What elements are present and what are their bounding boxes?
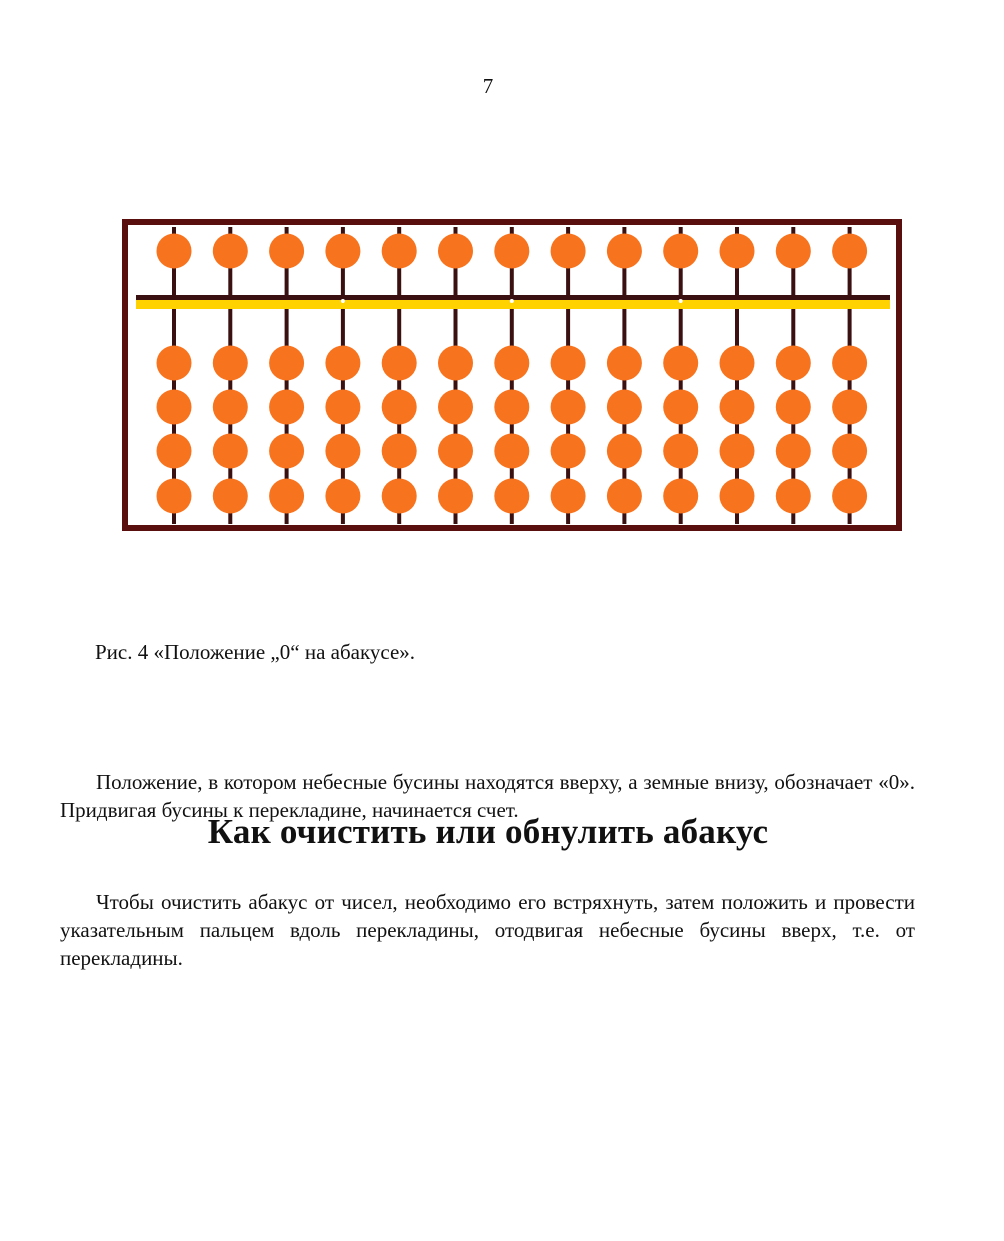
page-number: 7: [482, 74, 494, 98]
reckoning-bar: [136, 295, 890, 300]
upper-bead: [269, 234, 304, 269]
lower-bead: [269, 479, 304, 514]
lower-bead: [663, 346, 698, 381]
lower-bead: [213, 346, 248, 381]
lower-bead: [325, 434, 360, 469]
lower-bead: [213, 434, 248, 469]
lower-bead: [157, 479, 192, 514]
lower-bead: [663, 434, 698, 469]
lower-bead: [438, 390, 473, 425]
upper-bead: [663, 234, 698, 269]
lower-bead: [551, 434, 586, 469]
lower-bead: [325, 479, 360, 514]
upper-bead: [213, 234, 248, 269]
lower-bead: [325, 346, 360, 381]
lower-bead: [438, 479, 473, 514]
upper-bead: [832, 234, 867, 269]
lower-bead: [551, 346, 586, 381]
upper-bead: [607, 234, 642, 269]
lower-bead: [720, 434, 755, 469]
lower-bead: [382, 479, 417, 514]
lower-bead: [551, 390, 586, 425]
lower-bead: [832, 346, 867, 381]
lower-bead: [325, 390, 360, 425]
lower-bead: [269, 390, 304, 425]
lower-bead: [382, 346, 417, 381]
lower-bead: [494, 390, 529, 425]
section-heading: Как очистить или обнулить абакус: [207, 812, 769, 851]
lower-bead: [213, 390, 248, 425]
lower-bead: [494, 346, 529, 381]
abacus-illustration: [122, 219, 902, 532]
lower-bead: [776, 346, 811, 381]
lower-bead: [832, 434, 867, 469]
lower-bead: [438, 434, 473, 469]
lower-bead: [382, 434, 417, 469]
lower-bead: [720, 479, 755, 514]
upper-bead: [720, 234, 755, 269]
lower-bead: [551, 479, 586, 514]
upper-bead: [157, 234, 192, 269]
paragraph-zero-position: Положение, в котором небесные бусины находятся вверху, а земные внизу, обозначает «0». Придвигая бусины к перекладине, начинается счет.: [60, 770, 915, 822]
lower-bead: [607, 346, 642, 381]
lower-bead: [663, 479, 698, 514]
lower-bead: [607, 434, 642, 469]
upper-bead: [494, 234, 529, 269]
lower-bead: [494, 434, 529, 469]
lower-bead: [438, 346, 473, 381]
lower-bead: [776, 479, 811, 514]
lower-bead: [832, 479, 867, 514]
upper-bead: [776, 234, 811, 269]
upper-bead: [551, 234, 586, 269]
upper-bead: [438, 234, 473, 269]
lower-bead: [776, 390, 811, 425]
lower-bead: [157, 390, 192, 425]
lower-bead: [213, 479, 248, 514]
lower-bead: [832, 390, 867, 425]
lower-bead: [776, 434, 811, 469]
unit-marker-dot: [341, 299, 345, 303]
lower-bead: [663, 390, 698, 425]
paragraph-clear-abacus: Чтобы очистить абакус от чисел, необходимо его встряхнуть, затем положить и провести указательным пальцем вдоль перекладины, отодвигая небесные бусины вверх, т.е. от перекладины.: [60, 890, 915, 970]
lower-bead: [720, 346, 755, 381]
lower-bead: [157, 434, 192, 469]
unit-marker-dot: [679, 299, 683, 303]
abacus-figure: [122, 219, 902, 532]
lower-bead: [269, 346, 304, 381]
unit-marker-dot: [510, 299, 514, 303]
lower-bead: [607, 479, 642, 514]
upper-bead: [325, 234, 360, 269]
upper-bead: [382, 234, 417, 269]
lower-bead: [494, 479, 529, 514]
lower-bead: [607, 390, 642, 425]
lower-bead: [720, 390, 755, 425]
lower-bead: [382, 390, 417, 425]
lower-bead: [269, 434, 304, 469]
figure-caption: Рис. 4 «Положение „0“ на абакусе».: [95, 640, 416, 664]
lower-bead: [157, 346, 192, 381]
